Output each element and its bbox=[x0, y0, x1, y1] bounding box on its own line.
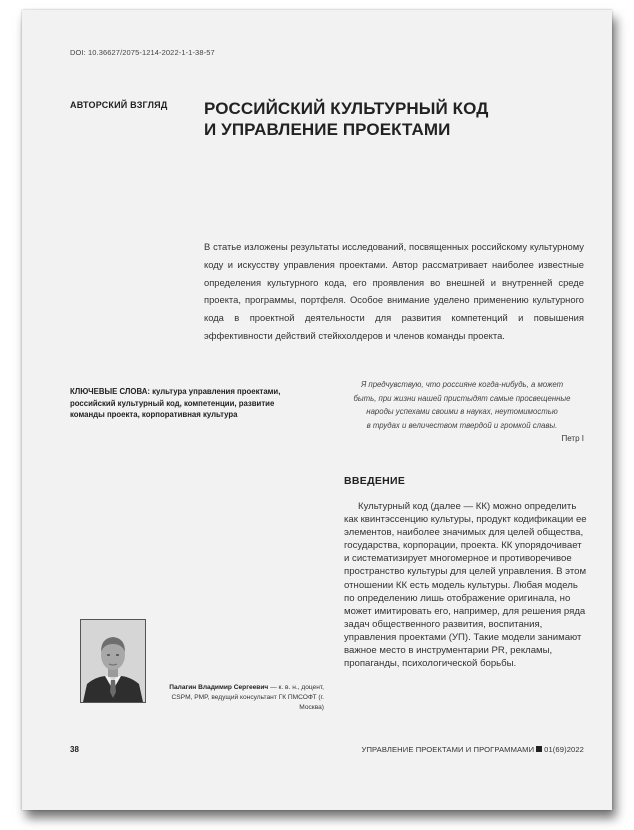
journal-name: УПРАВЛЕНИЕ ПРОЕКТАМИ И ПРОГРАММАМИ bbox=[361, 745, 535, 754]
author-photo bbox=[80, 619, 146, 703]
author-info bbox=[158, 683, 324, 713]
author-details: — к. в. н., доцент, CSPM, PMP, ведущий консультант ГК ПМСОФТ (г. Москва) bbox=[171, 684, 324, 711]
journal-page bbox=[22, 10, 612, 810]
author-name: Палагин Владимир Сергеевич bbox=[169, 684, 269, 691]
epigraph-author: Петр I bbox=[561, 434, 584, 443]
section-heading: ВВЕДЕНИЕ bbox=[344, 475, 406, 487]
epigraph-line-2: быть, при жизни нашей пристыдят самые просвещенные bbox=[353, 393, 571, 403]
article-title bbox=[204, 98, 584, 140]
intro-paragraph: Культурный код (далее — КК) можно определить как квинтэссенцию культуры, продукт кодификации ее элементов, наиболее значимых для целей общества, государства, корпорации, проекта. КК упорядочивает и систематизирует многомерное и противоречивое пространство культуры для целей управления. В этом отношении КК есть модель культуры. Любая модель по определению лишь отображение оригинала, но может имитировать его, например, для решения ряда задач общественного развития, воспитания, управления проектами (УП). Такие модели занимают важное место в инструментарии PR, рекламы, пропаганды, психологической борьбы. bbox=[344, 501, 587, 670]
title-line-1: РОССИЙСКИЙ КУЛЬТУРНЫЙ КОД bbox=[204, 99, 489, 118]
epigraph-line-4: в трудах и величеством твердой и громкой славы. bbox=[366, 420, 558, 430]
journal-issue: 01(69)2022 bbox=[544, 745, 584, 754]
epigraph-line-1: Я предчувствую, что россияне когда-нибудь, а может bbox=[360, 380, 564, 389]
keywords-block: КЛЮЧЕВЫЕ СЛОВА: культура управления проектами, российский культурный код, компетенции, развитие команды проекта, корпоративная культура bbox=[70, 387, 281, 419]
epigraph bbox=[340, 378, 584, 432]
abstract-paragraph: В статье изложены результаты исследований, посвященных российскому культурному коду и искусству управления проектами. Автор рассматривает наиболее известные определения культурного кода, его проявления во внешней и внутренней среде проекта, программы, портфеля. Особое внимание уделено применению культурного кода в проектной деятельности для развития компетенций и повышения эффективности действий стейкхолдеров и членов команды проекта. bbox=[204, 241, 584, 341]
doi-line: DOI: 10.36627/2075-1214-2022-1-1-38-57 bbox=[70, 48, 215, 57]
epigraph-line-3: народы успехами своими в науках, неутомимостью bbox=[366, 407, 558, 417]
intro-body bbox=[344, 500, 588, 670]
rubric-label: АВТОРСКИЙ ВЗГЛЯД bbox=[70, 100, 168, 110]
author-portrait-icon bbox=[81, 620, 145, 702]
square-separator-icon bbox=[536, 746, 542, 752]
title-line-2: И УПРАВЛЕНИЕ ПРОЕКТАМИ bbox=[204, 120, 451, 139]
journal-footer bbox=[362, 745, 584, 754]
page-number: 38 bbox=[70, 745, 79, 754]
